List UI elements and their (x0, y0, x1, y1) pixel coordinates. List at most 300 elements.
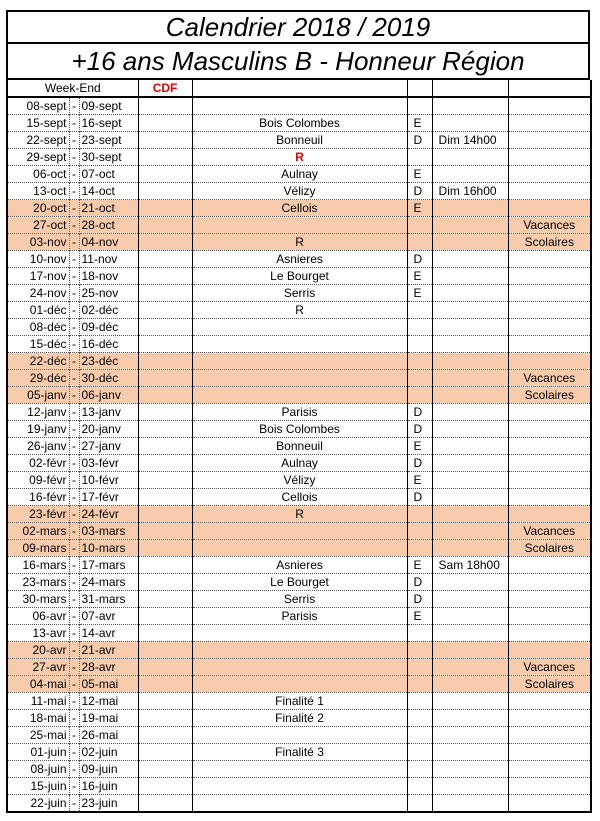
home-away-cell (407, 659, 432, 676)
match-time-cell (432, 421, 508, 438)
cdf-cell (138, 778, 192, 795)
home-away-cell: E (407, 472, 432, 489)
cdf-cell (138, 642, 192, 659)
cdf-cell (138, 659, 192, 676)
home-away-cell (407, 523, 432, 540)
sunday-date: 21-oct (79, 200, 138, 217)
opponent-cell: Bois Colombes (192, 115, 407, 132)
table-row (7, 97, 591, 115)
saturday-date: 30-mars (7, 591, 69, 608)
saturday-date: 06-oct (7, 166, 69, 183)
home-away-cell (407, 234, 432, 251)
match-time-cell (432, 115, 508, 132)
match-time-cell (432, 97, 508, 115)
cdf-cell (138, 166, 192, 183)
vacation-cell (508, 591, 591, 608)
opponent-cell (192, 676, 407, 693)
date-separator: - (69, 115, 79, 132)
saturday-date: 13-oct (7, 183, 69, 200)
match-time-cell (432, 149, 508, 166)
match-time-cell (432, 489, 508, 506)
match-time-cell (432, 285, 508, 302)
home-away-cell: D (407, 183, 432, 200)
opponent-cell (192, 370, 407, 387)
table-row (7, 438, 591, 455)
date-separator: - (69, 710, 79, 727)
cdf-cell (138, 132, 192, 149)
saturday-date: 09-févr (7, 472, 69, 489)
vacation-cell (508, 353, 591, 370)
opponent-cell (192, 523, 407, 540)
home-away-cell: D (407, 574, 432, 591)
vacation-cell (508, 97, 591, 115)
match-time-cell (432, 302, 508, 319)
page-subtitle: +16 ans Masculins B - Honneur Région (6, 44, 590, 80)
sunday-date: 12-mai (79, 693, 138, 710)
cdf-cell (138, 302, 192, 319)
date-separator: - (69, 795, 79, 813)
table-row (7, 523, 591, 540)
opponent-cell (192, 778, 407, 795)
vacation-cell (508, 268, 591, 285)
saturday-date: 03-nov (7, 234, 69, 251)
date-separator: - (69, 217, 79, 234)
home-away-cell: D (407, 489, 432, 506)
saturday-date: 13-avr (7, 625, 69, 642)
match-time-cell: Sam 18h00 (432, 557, 508, 574)
home-away-cell (407, 319, 432, 336)
opponent-cell: Finalité 3 (192, 744, 407, 761)
saturday-date: 01-juin (7, 744, 69, 761)
table-row (7, 149, 591, 166)
time-header (432, 80, 508, 97)
vacation-cell (508, 625, 591, 642)
opponent-cell (192, 387, 407, 404)
match-time-cell (432, 659, 508, 676)
sunday-date: 13-janv (79, 404, 138, 421)
table-row (7, 387, 591, 404)
sunday-date: 10-mars (79, 540, 138, 557)
vacation-cell (508, 472, 591, 489)
cdf-cell (138, 319, 192, 336)
match-time-cell (432, 387, 508, 404)
home-away-cell: E (407, 608, 432, 625)
match-time-cell (432, 591, 508, 608)
home-away-cell: D (407, 132, 432, 149)
sunday-date: 23-juin (79, 795, 138, 813)
saturday-date: 16-févr (7, 489, 69, 506)
cdf-cell (138, 217, 192, 234)
saturday-date: 01-déc (7, 302, 69, 319)
cdf-cell (138, 421, 192, 438)
table-row (7, 319, 591, 336)
table-row (7, 200, 591, 217)
sunday-date: 09-déc (79, 319, 138, 336)
vacation-cell (508, 438, 591, 455)
table-row (7, 557, 591, 574)
cdf-cell (138, 710, 192, 727)
saturday-date: 10-nov (7, 251, 69, 268)
cdf-cell (138, 540, 192, 557)
vacation-cell: Vacances (508, 217, 591, 234)
sunday-date: 02-juin (79, 744, 138, 761)
date-separator: - (69, 540, 79, 557)
vacation-cell (508, 421, 591, 438)
home-away-cell (407, 387, 432, 404)
cdf-cell (138, 200, 192, 217)
vacation-cell (508, 642, 591, 659)
sunday-date: 14-oct (79, 183, 138, 200)
cdf-cell (138, 608, 192, 625)
cdf-cell (138, 370, 192, 387)
home-away-cell: E (407, 115, 432, 132)
table-row (7, 489, 591, 506)
sunday-date: 03-févr (79, 455, 138, 472)
saturday-date: 08-juin (7, 761, 69, 778)
sunday-date: 27-janv (79, 438, 138, 455)
opponent-cell: Vélizy (192, 472, 407, 489)
vacation-cell (508, 506, 591, 523)
home-away-cell (407, 302, 432, 319)
opponent-cell: Le Bourget (192, 574, 407, 591)
cdf-cell (138, 761, 192, 778)
match-time-cell (432, 234, 508, 251)
match-time-cell (432, 540, 508, 557)
sunday-date: 05-mai (79, 676, 138, 693)
home-away-cell: D (407, 251, 432, 268)
date-separator: - (69, 778, 79, 795)
match-time-cell (432, 608, 508, 625)
cdf-cell (138, 183, 192, 200)
date-separator: - (69, 693, 79, 710)
home-away-header (407, 80, 432, 97)
date-separator: - (69, 353, 79, 370)
sunday-date: 30-déc (79, 370, 138, 387)
opponent-cell: R (192, 302, 407, 319)
date-separator: - (69, 506, 79, 523)
home-away-cell (407, 625, 432, 642)
date-separator: - (69, 421, 79, 438)
saturday-date: 02-févr (7, 455, 69, 472)
saturday-date: 08-déc (7, 319, 69, 336)
table-row (7, 268, 591, 285)
opponent-cell: Bois Colombes (192, 421, 407, 438)
table-row (7, 353, 591, 370)
table-row (7, 540, 591, 557)
home-away-cell: D (407, 421, 432, 438)
table-row (7, 336, 591, 353)
page-title: Calendrier 2018 / 2019 (6, 10, 590, 44)
vacation-cell (508, 285, 591, 302)
sunday-date: 09-juin (79, 761, 138, 778)
saturday-date: 19-janv (7, 421, 69, 438)
table-row (7, 404, 591, 421)
cdf-cell (138, 455, 192, 472)
date-separator: - (69, 438, 79, 455)
opponent-cell: Aulnay (192, 455, 407, 472)
vacation-cell (508, 132, 591, 149)
calendar-sheet (6, 10, 590, 813)
vacation-cell (508, 710, 591, 727)
sunday-date: 25-nov (79, 285, 138, 302)
sunday-date: 14-avr (79, 625, 138, 642)
opponent-cell: Serris (192, 285, 407, 302)
table-row (7, 506, 591, 523)
sunday-date: 10-févr (79, 472, 138, 489)
vacation-cell (508, 778, 591, 795)
cdf-cell (138, 285, 192, 302)
match-time-cell (432, 217, 508, 234)
cdf-cell (138, 353, 192, 370)
saturday-date: 16-mars (7, 557, 69, 574)
saturday-date: 20-oct (7, 200, 69, 217)
saturday-date: 22-déc (7, 353, 69, 370)
opponent-cell (192, 659, 407, 676)
date-separator: - (69, 642, 79, 659)
cdf-cell (138, 438, 192, 455)
sunday-date: 17-févr (79, 489, 138, 506)
home-away-cell: E (407, 285, 432, 302)
date-separator: - (69, 183, 79, 200)
match-time-cell (432, 727, 508, 744)
date-separator: - (69, 455, 79, 472)
vacation-cell (508, 200, 591, 217)
home-away-cell: E (407, 268, 432, 285)
home-away-cell (407, 727, 432, 744)
sunday-date: 19-mai (79, 710, 138, 727)
sunday-date: 26-mai (79, 727, 138, 744)
opponent-cell (192, 353, 407, 370)
sunday-date: 28-avr (79, 659, 138, 676)
home-away-cell (407, 353, 432, 370)
home-away-cell (407, 336, 432, 353)
sunday-date: 20-janv (79, 421, 138, 438)
opponent-cell: Asnieres (192, 251, 407, 268)
match-time-cell (432, 336, 508, 353)
home-away-cell (407, 506, 432, 523)
opponent-cell: Bonneuil (192, 438, 407, 455)
sunday-date: 23-sept (79, 132, 138, 149)
vacation-cell: Vacances (508, 659, 591, 676)
date-separator: - (69, 166, 79, 183)
cdf-cell (138, 574, 192, 591)
saturday-date: 15-juin (7, 778, 69, 795)
cdf-cell (138, 336, 192, 353)
table-row (7, 608, 591, 625)
opponent-cell (192, 642, 407, 659)
vacation-cell (508, 795, 591, 813)
home-away-cell: D (407, 455, 432, 472)
weekend-header: Week-End (7, 80, 138, 97)
opponent-cell: Aulnay (192, 166, 407, 183)
match-time-cell (432, 795, 508, 813)
cdf-cell (138, 693, 192, 710)
match-time-cell (432, 319, 508, 336)
vacation-cell (508, 489, 591, 506)
cdf-cell (138, 489, 192, 506)
schedule-table (6, 80, 592, 813)
home-away-cell (407, 710, 432, 727)
home-away-cell (407, 540, 432, 557)
table-row (7, 217, 591, 234)
cdf-cell (138, 404, 192, 421)
date-separator: - (69, 302, 79, 319)
opponent-cell (192, 217, 407, 234)
opponent-cell: Parisis (192, 608, 407, 625)
opponent-cell: Finalité 2 (192, 710, 407, 727)
match-time-cell (432, 523, 508, 540)
cdf-cell (138, 149, 192, 166)
opponent-cell: R (192, 506, 407, 523)
vacation-cell (508, 166, 591, 183)
date-separator: - (69, 574, 79, 591)
vacation-cell (508, 149, 591, 166)
match-time-cell (432, 404, 508, 421)
cdf-cell (138, 625, 192, 642)
opponent-cell (192, 795, 407, 813)
opponent-header (192, 80, 407, 97)
table-row (7, 744, 591, 761)
match-time-cell (432, 693, 508, 710)
cdf-cell (138, 523, 192, 540)
vacation-cell: Vacances (508, 370, 591, 387)
home-away-cell: E (407, 166, 432, 183)
opponent-cell: Asnieres (192, 557, 407, 574)
home-away-cell: D (407, 404, 432, 421)
vacation-cell: Scolaires (508, 387, 591, 404)
sunday-date: 17-mars (79, 557, 138, 574)
saturday-date: 22-sept (7, 132, 69, 149)
date-separator: - (69, 523, 79, 540)
table-row (7, 285, 591, 302)
home-away-cell (407, 370, 432, 387)
table-row (7, 795, 591, 813)
cdf-header: CDF (138, 80, 192, 97)
date-separator: - (69, 591, 79, 608)
home-away-cell (407, 693, 432, 710)
vacation-cell (508, 455, 591, 472)
match-time-cell (432, 676, 508, 693)
sunday-date: 16-juin (79, 778, 138, 795)
date-separator: - (69, 336, 79, 353)
sunday-date: 06-janv (79, 387, 138, 404)
cdf-cell (138, 251, 192, 268)
vacation-cell (508, 183, 591, 200)
match-time-cell (432, 472, 508, 489)
date-separator: - (69, 744, 79, 761)
home-away-cell (407, 778, 432, 795)
cdf-cell (138, 557, 192, 574)
sunday-date: 21-avr (79, 642, 138, 659)
home-away-cell (407, 795, 432, 813)
home-away-cell (407, 149, 432, 166)
table-row (7, 234, 591, 251)
date-separator: - (69, 676, 79, 693)
opponent-cell: Cellois (192, 489, 407, 506)
table-row (7, 659, 591, 676)
date-separator: - (69, 200, 79, 217)
cdf-cell (138, 676, 192, 693)
saturday-date: 29-déc (7, 370, 69, 387)
match-time-cell (432, 642, 508, 659)
saturday-date: 26-janv (7, 438, 69, 455)
saturday-date: 09-mars (7, 540, 69, 557)
home-away-cell (407, 642, 432, 659)
home-away-cell: E (407, 438, 432, 455)
match-time-cell (432, 455, 508, 472)
opponent-cell (192, 625, 407, 642)
saturday-date: 15-sept (7, 115, 69, 132)
date-separator: - (69, 727, 79, 744)
table-row (7, 761, 591, 778)
sunday-date: 11-nov (79, 251, 138, 268)
opponent-cell: Finalité 1 (192, 693, 407, 710)
vacation-cell (508, 251, 591, 268)
opponent-cell: R (192, 234, 407, 251)
table-row (7, 251, 591, 268)
cdf-cell (138, 97, 192, 115)
cdf-cell (138, 387, 192, 404)
saturday-date: 18-mai (7, 710, 69, 727)
opponent-cell (192, 336, 407, 353)
home-away-cell: E (407, 557, 432, 574)
match-time-cell (432, 625, 508, 642)
cdf-cell (138, 234, 192, 251)
vacation-cell (508, 336, 591, 353)
date-separator: - (69, 489, 79, 506)
header-row (7, 80, 591, 97)
table-row (7, 455, 591, 472)
opponent-cell: R (192, 149, 407, 166)
match-time-cell: Dim 14h00 (432, 132, 508, 149)
date-separator: - (69, 268, 79, 285)
saturday-date: 20-avr (7, 642, 69, 659)
sunday-date: 02-déc (79, 302, 138, 319)
saturday-date: 25-mai (7, 727, 69, 744)
home-away-cell: E (407, 200, 432, 217)
vacation-cell (508, 608, 591, 625)
sunday-date: 23-déc (79, 353, 138, 370)
table-row (7, 625, 591, 642)
vacation-cell (508, 404, 591, 421)
vacation-cell (508, 693, 591, 710)
vacation-cell (508, 302, 591, 319)
match-time-cell (432, 761, 508, 778)
match-time-cell (432, 200, 508, 217)
table-row (7, 710, 591, 727)
date-separator: - (69, 149, 79, 166)
sunday-date: 30-sept (79, 149, 138, 166)
table-row (7, 727, 591, 744)
match-time-cell (432, 710, 508, 727)
date-separator: - (69, 387, 79, 404)
home-away-cell (407, 761, 432, 778)
saturday-date: 29-sept (7, 149, 69, 166)
vacation-cell (508, 574, 591, 591)
date-separator: - (69, 557, 79, 574)
table-row (7, 166, 591, 183)
saturday-date: 11-mai (7, 693, 69, 710)
table-row (7, 778, 591, 795)
match-time-cell (432, 778, 508, 795)
sunday-date: 18-nov (79, 268, 138, 285)
saturday-date: 04-mai (7, 676, 69, 693)
cdf-cell (138, 727, 192, 744)
match-time-cell (432, 506, 508, 523)
table-row (7, 591, 591, 608)
saturday-date: 15-déc (7, 336, 69, 353)
home-away-cell (407, 97, 432, 115)
